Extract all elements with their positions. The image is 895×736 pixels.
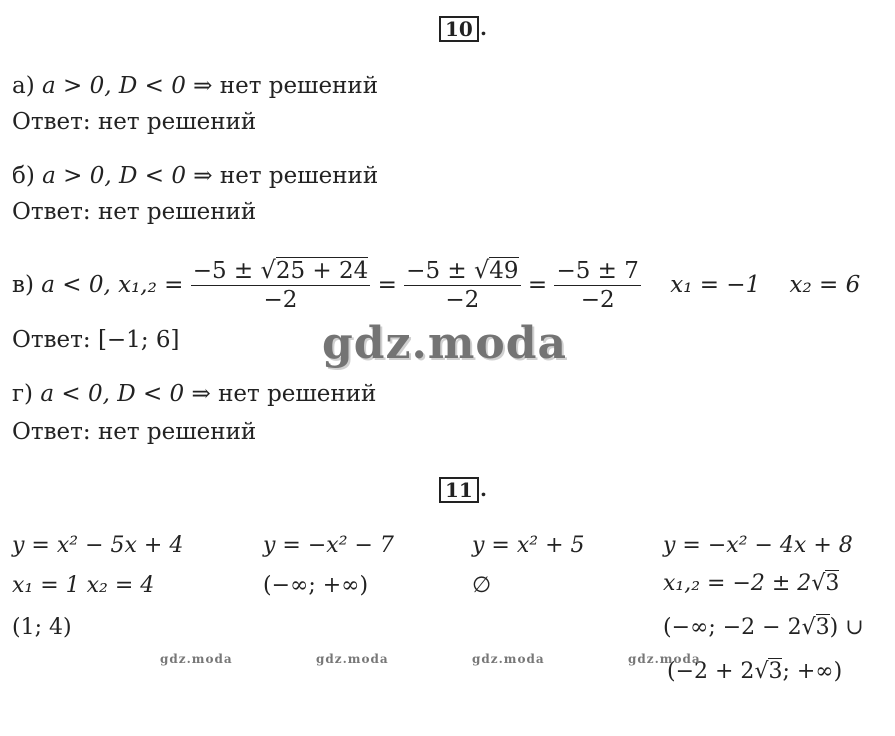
part-a-result: нет решений bbox=[219, 73, 379, 99]
part-a-line bbox=[12, 72, 378, 100]
col4-answer-part2: (−2 + 2√3; +∞) bbox=[667, 659, 843, 684]
col2-equation: y = −x² − 7 bbox=[263, 533, 394, 558]
part-g-result: нет решений bbox=[218, 381, 377, 407]
part-a-label: а) bbox=[12, 73, 35, 99]
col4-roots: x₁,₂ = −2 ± 2√3 bbox=[663, 571, 840, 596]
fraction-1: $\frac{-5 \pm √25 + 24}{-2}$ bbox=[192, 256, 369, 313]
answer-label: Ответ: bbox=[12, 419, 91, 445]
part-v-lhs: a < 0, x₁,₂ = bbox=[41, 272, 184, 298]
fraction-1-sqrt: 25 + 24 bbox=[275, 258, 369, 284]
root-x2: x₂ = 6 bbox=[789, 272, 861, 298]
col1-roots: x₁ = 1 x₂ = 4 bbox=[12, 573, 155, 598]
fraction-3 bbox=[554, 257, 640, 314]
answer-label: Ответ: bbox=[12, 109, 91, 135]
answer-label: Ответ: bbox=[12, 327, 91, 353]
answer-value: нет решений bbox=[97, 419, 257, 445]
part-b-arrow: ⇒ bbox=[193, 163, 213, 189]
part-v-line bbox=[12, 256, 860, 314]
col4-ans1-text: (−∞; −2 − 2 bbox=[663, 615, 802, 640]
col1-answer: (1; 4) bbox=[12, 615, 72, 640]
col1-equation: y = x² − 5x + 4 bbox=[12, 533, 184, 558]
watermark-small-3: gdz.moda bbox=[472, 652, 545, 666]
part-a-condition: a > 0, D < 0 bbox=[42, 73, 186, 99]
fraction-2-den: −2 bbox=[445, 287, 480, 313]
part-b-condition: a > 0, D < 0 bbox=[42, 163, 186, 189]
col3-equation: y = x² + 5 bbox=[472, 533, 585, 558]
fraction-2-num: −5 ± bbox=[406, 258, 474, 284]
problem-10-dot: . bbox=[480, 16, 487, 40]
fraction-3-num: −5 ± 7 bbox=[556, 257, 639, 284]
col3-answer: ∅ bbox=[472, 573, 492, 598]
equals-1: = bbox=[377, 272, 397, 298]
part-g-answer bbox=[12, 418, 256, 446]
col4-ans2-end: ; +∞) bbox=[782, 659, 843, 684]
answer-value: [−1; 6] bbox=[97, 327, 180, 353]
part-g-condition: a < 0, D < 0 bbox=[40, 381, 185, 407]
watermark-small-2: gdz.moda bbox=[316, 652, 389, 666]
part-a-arrow: ⇒ bbox=[193, 73, 213, 99]
col4-equation: y = −x² − 4x + 8 bbox=[663, 533, 853, 558]
col4-ans1-sqrt: 3 bbox=[815, 615, 830, 640]
fraction-1-num: −5 ± bbox=[192, 258, 261, 284]
answer-value: нет решений bbox=[97, 109, 257, 135]
answer-label: Ответ: bbox=[12, 199, 91, 225]
watermark-small-4: gdz.moda bbox=[628, 652, 701, 666]
fraction-1-den: −2 bbox=[263, 287, 298, 313]
part-b-answer bbox=[12, 198, 256, 226]
part-a-answer bbox=[12, 108, 256, 136]
part-b-label: б) bbox=[12, 163, 35, 189]
answer-value: нет решений bbox=[97, 199, 257, 225]
part-g-line bbox=[12, 380, 376, 408]
col4-ans2-text: (−2 + 2 bbox=[667, 659, 755, 684]
part-b-line bbox=[12, 162, 378, 190]
col4-ans2-sqrt: 3 bbox=[768, 659, 783, 684]
col2-answer: (−∞; +∞) bbox=[263, 573, 369, 598]
problem-10-number: 10 bbox=[439, 16, 479, 42]
part-v-label: в) bbox=[12, 272, 34, 298]
fraction-3-den: −2 bbox=[580, 286, 615, 313]
watermark-small-1: gdz.moda bbox=[160, 652, 233, 666]
part-g-arrow: ⇒ bbox=[191, 381, 211, 407]
part-g-label: г) bbox=[12, 381, 34, 407]
root-x1: x₁ = −1 bbox=[670, 272, 761, 298]
part-b-result: нет решений bbox=[219, 163, 379, 189]
problem-11-dot: . bbox=[480, 477, 487, 501]
watermark-main: gdz.moda bbox=[322, 318, 568, 369]
col4-roots-text: x₁,₂ = −2 ± 2 bbox=[663, 571, 812, 596]
fraction-2-sqrt: 49 bbox=[489, 258, 519, 284]
col4-roots-sqrt: 3 bbox=[825, 571, 840, 596]
fraction-2: $\frac{-5 \pm √49}{-2}$ bbox=[406, 256, 519, 313]
col4-answer-part1: (−∞; −2 − 2√3) ∪ bbox=[663, 615, 864, 640]
equals-2: = bbox=[527, 272, 548, 298]
problem-11-number: 11 bbox=[439, 477, 479, 503]
part-v-answer bbox=[12, 326, 179, 354]
col4-ans1-end: ) ∪ bbox=[829, 615, 864, 640]
